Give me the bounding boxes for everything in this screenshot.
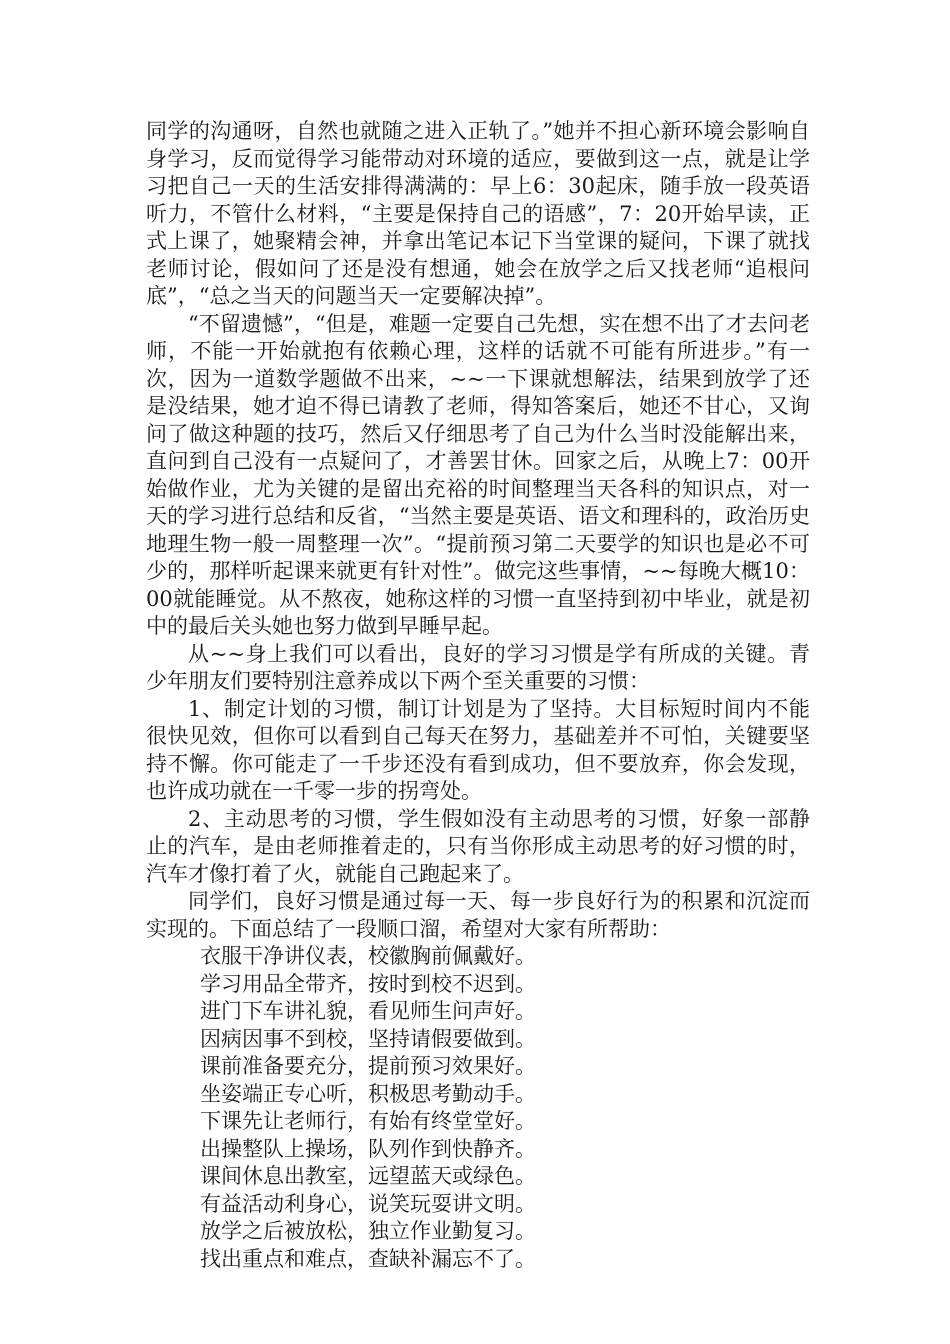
- rhyme-line: 下课先让老师行，有始有终堂堂好。: [200, 1109, 536, 1133]
- paragraph-habit-planning: 1、制定计划的习惯，制订计划是为了坚持。大目标短时间内不能很快见效，但你可以看到自己每天在努力，基础差并不可怕，关键要坚持不懈。你可能走了一千步还没有看到成功，但不要放弃，你会发现，也许成功就在一千零一步的拐弯处。: [146, 696, 810, 803]
- paragraph-no-regrets: “不留遗憾”，“但是，难题一定要自己先想，实在想不出了才去问老师，不能一开始就抱有依赖心理，这样的话就不可能有所进步。”有一次，因为一道数学题做不出来，~~一下课就想解法，结果到放学了还是没结果，她才迫不得已请教了老师，得知答案后，她还不甘心，又询问了做这种题的技巧，然后又仔细思考了自己为什么当时没能解出来，直问到自己没有一点疑问了，才善罢甘休。回家之后，从晚上7：00开始做作业，尤为关键的是留出充裕的时间整理当天各科的知识点，对一天的学习进行总结和反省，“当然主要是英语、语文和理科的，政治历史地理生物一般一周整理一次”。“提前预习第二天要学的知识也是必不可少的，那样听起课来就更有针对性”。做完这些事情，~~每晚大概10：00就能睡觉。从不熬夜，她称这样的习惯一直坚持到初中毕业，就是初中的最后关头她也努力做到早睡早起。: [146, 311, 810, 638]
- rhyme-line: 学习用品全带齐，按时到校不迟到。: [200, 971, 536, 996]
- rhyme-line: 有益活动利身心，说笑玩耍讲文明。: [200, 1191, 536, 1216]
- paragraph-key-habits-intro: 从~~身上我们可以看出，良好的学习习惯是学有所成的关键。青少年朋友们要特别注意养成以下两个至关重要的习惯：: [146, 641, 810, 693]
- rhyme-block: [146, 943, 810, 1273]
- paragraph-rhyme-intro: 同学们，良好习惯是通过每一天、每一步良好行为的积累和沉淀而实现的。下面总结了一段顺口溜，希望对大家有所帮助：: [146, 889, 810, 941]
- document-page: [146, 118, 810, 1273]
- rhyme-line: 出操整队上操场，队列作到快静齐。: [200, 1136, 536, 1161]
- rhyme-line: 坐姿端正专心听，积极思考勤动手。: [200, 1081, 536, 1106]
- rhyme-line: 因病因事不到校，坚持请假要做到。: [200, 1026, 536, 1051]
- rhyme-line: 进门下车讲礼貌，看见师生问声好。: [200, 999, 536, 1023]
- rhyme-line: 衣服干净讲仪表，校徽胸前佩戴好。: [200, 944, 536, 968]
- paragraph-habit-thinking: 2、主动思考的习惯，学生假如没有主动思考的习惯，好象一部静止的汽车，是由老师推着走的，只有当你形成主动思考的好习惯的时，汽车才像打着了火，就能自己跑起来了。: [146, 806, 810, 886]
- paragraph-daily-routine: 同学的沟通呀，自然也就随之进入正轨了。”她并不担心新环境会影响自身学习，反而觉得学习能带动对环境的适应，要做到这一点，就是让学习把自己一天的生活安排得满满的：早上6：30起床，随手放一段英语听力，不管什么材料，“主要是保持自己的语感”，7：20开始早读，正式上课了，她聚精会神，并拿出笔记本记下当堂课的疑问，下课了就找老师讨论，假如问了还是没有想通，她会在放学之后又找老师“追根问底”，“总之当天的问题当天一定要解决掉”。: [146, 119, 810, 308]
- rhyme-line: 放学之后被放松，独立作业勤复习。: [200, 1219, 536, 1243]
- rhyme-line: 课间休息出教室，远望蓝天或绿色。: [200, 1164, 536, 1188]
- rhyme-line: 找出重点和难点，查缺补漏忘不了。: [200, 1246, 536, 1271]
- rhyme-line: 课前准备要充分，提前预习效果好。: [200, 1054, 536, 1078]
